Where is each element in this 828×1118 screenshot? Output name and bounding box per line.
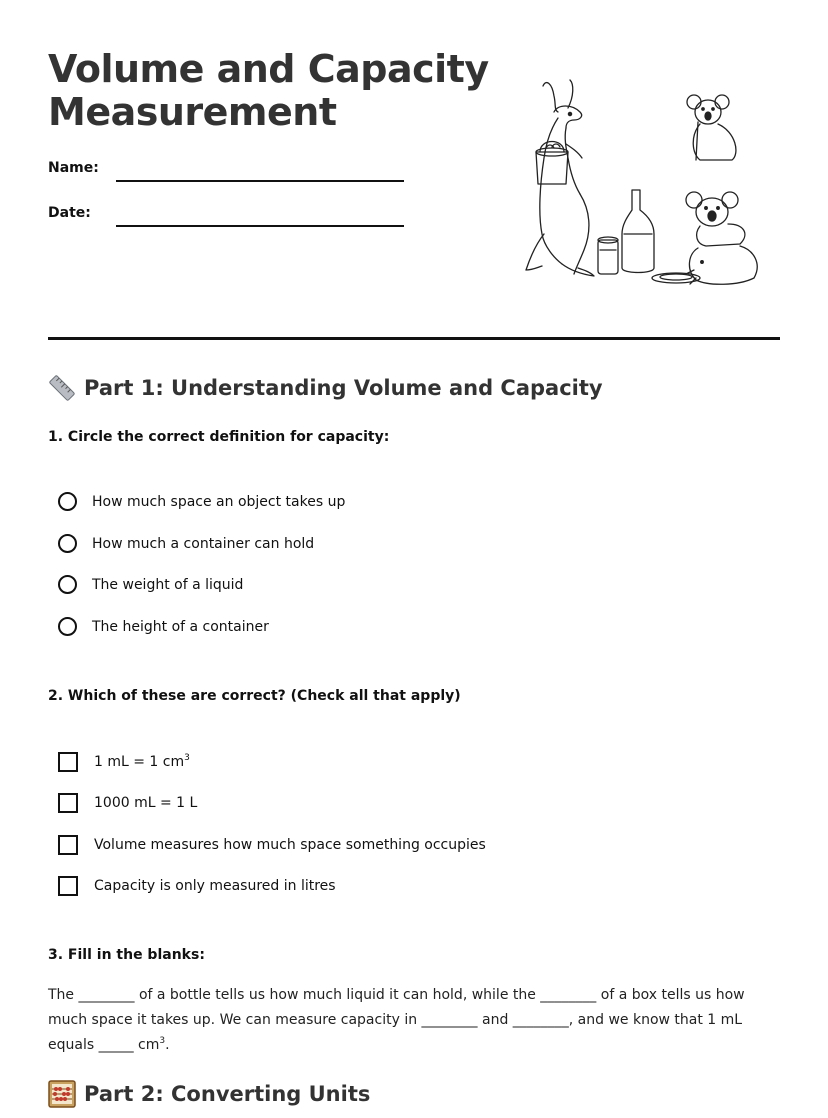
name-label: Name: [48,160,99,176]
option-label: 1000 mL = 1 L [94,795,198,811]
option-label: The weight of a liquid [92,576,244,593]
koala-bottom-drawing [686,192,757,284]
q1-option-3[interactable] [58,575,243,594]
fill-in-paragraph: The ________ of a bottle tells us how much liquid it can hold, while the ________ of a box tells us how much space it takes up. We can measure capacity in ________ and ________, and we know that 1 mL equals _____ $cm^3$. [48,987,745,1053]
radio-circle[interactable] [58,575,77,594]
date-label: Date: [48,205,91,221]
question-2: 2. Which of these are correct? (Check all that apply) [48,688,461,704]
ruler-icon [48,374,76,402]
option-label: How much space an object takes up [92,493,346,510]
q2-option-3[interactable] [58,835,486,855]
part2-heading [48,1080,370,1108]
header-divider [48,337,780,340]
checkbox[interactable] [58,752,78,772]
abacus-icon [48,1080,76,1108]
title-line-2: Measurement [48,90,337,134]
question-3: 3. Fill in the blanks: [48,947,205,963]
radio-circle[interactable] [58,492,77,511]
worksheet-title [48,48,489,134]
question-1: 1. Circle the correct definition for capacity: [48,429,390,445]
kangaroo-drawing [526,80,594,276]
checkbox[interactable] [58,835,78,855]
q1-option-1[interactable] [58,492,345,511]
title-line-1: Volume and Capacity [48,47,489,91]
option-label: 1 mL = 1 $cm^3$ [94,753,190,770]
checkbox[interactable] [58,876,78,896]
q1-option-4[interactable] [58,617,269,636]
option-label: Volume measures how much space something occupies [94,837,486,853]
option-label: Capacity is only measured in litres [94,878,336,894]
q2-option-2[interactable] [58,793,197,813]
radio-circle[interactable] [58,534,77,553]
option-label: How much a container can hold [92,535,315,552]
name-field[interactable] [116,180,404,182]
q2-option-1[interactable] [58,752,190,772]
part1-heading-text: Part 1: Understanding Volume and Capacity [84,376,603,400]
kangaroo-koala-illustration [518,74,764,292]
q1-option-2[interactable] [58,534,314,553]
checkbox[interactable] [58,793,78,813]
koala-top-drawing [687,95,736,160]
q2-option-4[interactable] [58,876,336,896]
radio-circle[interactable] [58,617,77,636]
part1-heading [48,374,603,402]
containers-drawing [598,190,700,283]
date-field[interactable] [116,225,404,227]
part2-heading-text: Part 2: Converting Units [84,1082,371,1106]
option-label: The height of a container [92,618,269,635]
